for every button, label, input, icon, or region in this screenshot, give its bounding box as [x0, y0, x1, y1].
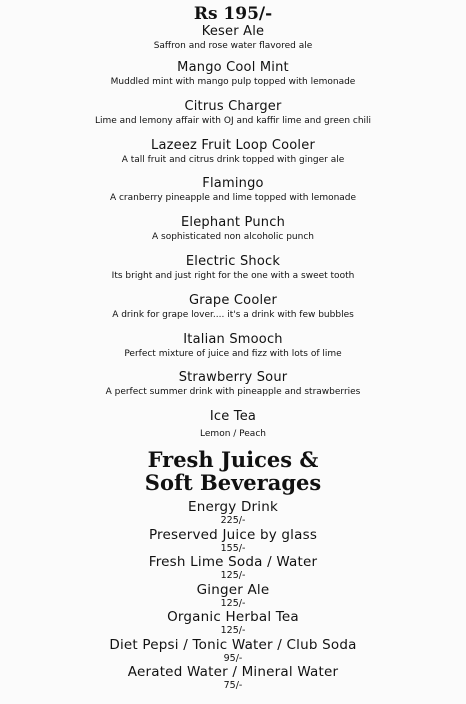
item-name: Mango Cool Mint — [177, 60, 289, 75]
item-name: Grape Cooler — [188, 292, 278, 308]
item-name: Organic Herbal Tea — [167, 609, 299, 626]
item-name: Diet Pepsi / Tonic Water / Club Soda — [109, 636, 357, 653]
list-item — [0, 638, 466, 666]
section-title-line: Fresh Juices & — [147, 447, 319, 473]
list-item — [0, 610, 466, 638]
item-name: Flamingo — [202, 176, 264, 192]
section-title-line: Soft Beverages — [144, 470, 322, 496]
item-description: Lime and lemony affair with OJ and kaffir lime and green chili — [94, 115, 372, 126]
item-price: 125/- — [220, 597, 246, 609]
item-description: A sophisticated non alcoholic punch — [152, 232, 314, 243]
item-name: Italian Smooch — [183, 331, 283, 347]
item-name: Energy Drink — [187, 499, 279, 516]
section-price: Rs 195/- — [193, 4, 273, 24]
drinks-list — [0, 24, 466, 440]
item-price: 125/- — [220, 625, 246, 637]
item-name: Aerated Water / Mineral Water — [127, 664, 339, 681]
item-price: 225/- — [220, 515, 246, 527]
list-item — [0, 176, 466, 215]
list-item — [0, 528, 466, 556]
list-item — [0, 370, 466, 409]
item-description: A drink for grape lover.... it's a drink with few bubbles — [112, 309, 354, 320]
juices-list — [0, 500, 466, 693]
list-item — [0, 555, 466, 583]
item-name: Keser Ale — [201, 24, 265, 39]
item-description: A cranberry pineapple and lime topped with lemonade — [109, 193, 357, 204]
list-item — [0, 665, 466, 693]
list-item — [0, 293, 466, 332]
list-item — [0, 254, 466, 293]
list-item — [0, 60, 466, 99]
list-item — [0, 583, 466, 611]
list-item — [0, 99, 466, 138]
item-description: Lemon / Peach — [200, 429, 266, 440]
list-item — [0, 215, 466, 254]
menu-page — [0, 4, 466, 693]
item-price: 95/- — [223, 652, 243, 664]
item-name: Fresh Lime Soda / Water — [148, 554, 318, 571]
item-name: Preserved Juice by glass — [148, 526, 318, 543]
item-description: Its bright and just right for the one with a sweet tooth — [111, 270, 355, 281]
list-item — [0, 409, 466, 440]
item-name: Strawberry Sour — [178, 370, 288, 386]
item-description: A tall fruit and citrus drink topped with ginger ale — [121, 154, 345, 165]
item-description: Perfect mixture of juice and fizz with lots of lime — [124, 348, 342, 359]
item-name: Ginger Ale — [196, 581, 270, 598]
item-price: 155/- — [220, 542, 246, 554]
item-price: 75/- — [223, 680, 243, 692]
item-description: Saffron and rose water flavored ale — [153, 41, 313, 51]
item-description: Muddled mint with mango pulp topped with lemonade — [110, 77, 356, 87]
list-item — [0, 138, 466, 177]
item-description: A perfect summer drink with pineapple and strawberries — [105, 387, 361, 398]
item-name: Ice Tea — [209, 409, 257, 425]
item-name: Citrus Charger — [184, 98, 282, 114]
section-title — [0, 448, 466, 494]
item-price: 125/- — [220, 570, 246, 582]
item-name: Electric Shock — [185, 253, 281, 269]
item-name: Elephant Punch — [180, 215, 286, 231]
list-item — [0, 332, 466, 371]
item-name: Lazeez Fruit Loop Cooler — [151, 137, 315, 153]
list-item — [0, 500, 466, 528]
list-item — [0, 24, 466, 60]
